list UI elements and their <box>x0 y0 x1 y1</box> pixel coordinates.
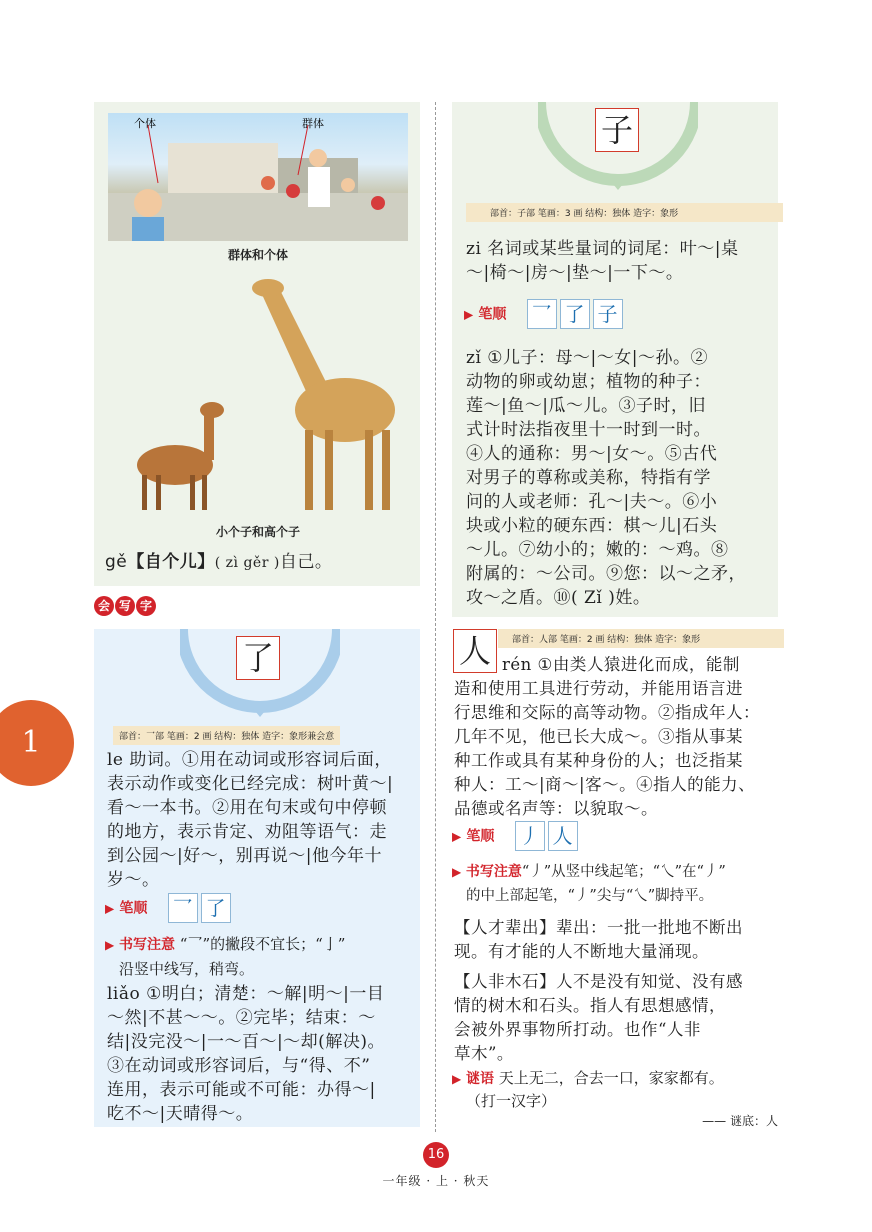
stroke-order-label: 笔顺 <box>119 900 148 917</box>
section-tag-char: 会 <box>94 596 114 616</box>
text-line: （打一汉字） <box>466 1092 557 1110</box>
text-line: zǐ ①儿子：母～|～女|～孙。② <box>466 348 708 368</box>
zi-definition-2 <box>466 346 776 610</box>
text-line: 几年不见，他已长大成～。③指从事某 <box>454 727 743 746</box>
riddle <box>452 1067 778 1112</box>
ge-word: 【自个儿】 <box>127 552 215 572</box>
text-line: 天上无二，合去一口，家家都有。 <box>498 1069 724 1087</box>
triangle-icon: ▶ <box>452 1072 462 1086</box>
idiom-renfeimushi <box>454 970 778 1066</box>
stroke-box: 人 <box>548 821 578 851</box>
text-line: 现。有才能的人不断地大量涌现。 <box>454 942 709 961</box>
group-photo <box>108 113 408 241</box>
ren-definition <box>454 653 778 821</box>
text-line: 连用，表示可能或不可能：办得～| <box>107 1080 376 1100</box>
stroke-box: 了 <box>560 299 590 329</box>
ren-writing-note <box>452 860 778 908</box>
group-scene <box>108 113 408 241</box>
page-number: 16 <box>423 1142 449 1168</box>
text-line: 情的树木和石头。指人有思想感情， <box>454 996 726 1015</box>
ren-stroke-order <box>452 821 581 851</box>
ge-reading: ( zì gěr ) <box>214 555 280 571</box>
label-group: 群体 <box>302 117 324 130</box>
section-tag-char: 写 <box>115 596 135 616</box>
text-line: 造和使用工具进行劳动，并能用语言进 <box>454 679 743 698</box>
le-stroke-order <box>105 893 234 923</box>
text-line: 块或小粒的硬东西：棋～儿|石头 <box>466 516 718 536</box>
text-line: 动物的卵或幼崽；植物的种子： <box>466 372 711 392</box>
text-line: ④人的通称：男～|女～。⑤古代 <box>466 444 718 464</box>
text-line: 式计时法指夜里十一时到一时。 <box>466 420 711 440</box>
ge-definition: 自己。 <box>279 552 333 572</box>
zi-meta: 部首：子部 笔画：3 画 结构：独体 造字：象形 <box>466 203 783 222</box>
stroke-box: 乛 <box>527 299 557 329</box>
writing-note-label: 书写注意 <box>119 937 176 953</box>
zi-definition-1 <box>466 237 776 285</box>
section-tag <box>94 595 164 619</box>
le-writing-note <box>105 932 420 981</box>
le-definition-1 <box>107 748 417 892</box>
text-line: 附属的：～公司。⑨您：以～之矛， <box>466 564 746 584</box>
text-line: ～然|不甚～～。②完毕；结束：～ <box>107 1008 376 1028</box>
text-line: 会被外界事物所打动。也作“人非 <box>454 1020 701 1039</box>
text-line: “丿”从竖中线起笔；“乀”在“丿” <box>521 864 726 880</box>
text-line: 对男子的尊称或美称，特指有学 <box>466 468 711 488</box>
stroke-order-label: 笔顺 <box>466 828 495 845</box>
text-line: 莲～|鱼～|瓜～儿。③子时，旧 <box>466 396 706 416</box>
chapter-badge: 1 <box>0 700 74 786</box>
text-line: 问的人或老师：孔～|夫～。⑥小 <box>466 492 718 512</box>
stroke-box: 丿 <box>515 821 545 851</box>
text-line: 【人才辈出】辈出：一批一批地不断出 <box>454 918 743 937</box>
text-line: ～儿。⑦幼小的；嫩的：～鸡。⑧ <box>466 540 729 560</box>
deer-giraffe-illustration <box>120 270 410 520</box>
caption-group-individual: 群体和个体 <box>227 248 288 262</box>
ren-meta: 部首：人部 笔画：2 画 结构：独体 造字：象形 <box>498 629 784 648</box>
text-line: ③在动词或形容词后，与“得、不” <box>107 1056 371 1076</box>
ge-entry <box>105 550 425 575</box>
text-line: le 助词。①用在动词或形容词后面， <box>107 750 392 770</box>
column-divider <box>435 102 436 1132</box>
label-individual: 个体 <box>134 117 156 130</box>
footer-text: 一年级 · 上 · 秋天 <box>382 1174 490 1188</box>
text-line: ～|椅～|房～|垫～|一下～。 <box>466 263 684 283</box>
stroke-box: 了 <box>201 893 231 923</box>
le-character: 了 <box>236 636 280 680</box>
stroke-box: 乛 <box>168 893 198 923</box>
text-line: 种人：工～|商～|客～。④指人的能力、 <box>454 775 756 794</box>
triangle-icon: ▶ <box>105 901 115 916</box>
text-line: 攻～之盾。⑩( Zǐ )姓。 <box>466 588 651 608</box>
le-definition-2 <box>107 982 417 1126</box>
ren-character: 人 <box>453 629 497 673</box>
text-line: 品德或名声等：以貌取～。 <box>454 799 658 818</box>
text-line: 草木”。 <box>454 1044 514 1063</box>
triangle-icon: ▶ <box>105 938 115 952</box>
caption-small-tall: 小个子和高个子 <box>215 525 300 539</box>
text-line: 的中上部起笔，“丿”尖与“乀”脚持平。 <box>466 888 714 904</box>
text-line: rén ①由类人猿进化而成，能制 <box>502 655 740 674</box>
deer <box>137 402 224 510</box>
le-meta: 部首：乛部 笔画：2 画 结构：独体 造字：象形兼会意 <box>113 726 340 745</box>
text-line: 看～一本书。②用在句末或句中停顿 <box>107 798 387 818</box>
text-line: zi 名词或某些量词的词尾：叶～|桌 <box>466 239 739 259</box>
stroke-box: 子 <box>593 299 623 329</box>
text-line: 到公园～|好～，别再说～|他今年十 <box>107 846 382 866</box>
text-line: liǎo ①明白；清楚：～解|明～|一目 <box>107 984 385 1004</box>
riddle-label: 谜语 <box>466 1071 495 1087</box>
text-line: 沿竖中线写，稍弯。 <box>119 960 255 978</box>
ge-pinyin: gě <box>105 552 128 572</box>
triangle-icon: ▶ <box>452 829 462 844</box>
triangle-icon: ▶ <box>452 865 462 879</box>
text-line: 吃不～|天晴得～。 <box>107 1104 254 1124</box>
text-line: 【人非木石】人不是没有知觉、没有感 <box>454 972 743 991</box>
triangle-icon: ▶ <box>464 307 474 322</box>
section-tag-char: 字 <box>136 596 156 616</box>
text-line: 结|没完没～|一～百～|～却(解决)。 <box>107 1032 385 1052</box>
text-line: “乛”的撇段不宜长；“亅” <box>179 935 346 953</box>
text-line: 岁～。 <box>107 870 160 890</box>
writing-note-label: 书写注意 <box>465 864 522 880</box>
idiom-rencaibeichu <box>454 916 778 964</box>
text-line: 行思维和交际的高等动物。②指成年人： <box>454 703 760 722</box>
text-line: 表示动作或变化已经完成：树叶黄～| <box>107 774 394 794</box>
riddle-answer: —— 谜底：人 <box>702 1114 778 1128</box>
text-line: 的地方，表示肯定、劝阻等语气：走 <box>107 822 387 842</box>
zi-character: 子 <box>595 108 639 152</box>
zi-stroke-order <box>464 299 626 329</box>
text-line: 种工作或具有某种身份的人；也泛指某 <box>454 751 743 770</box>
stroke-order-label: 笔顺 <box>478 306 507 323</box>
giraffe <box>252 279 395 510</box>
